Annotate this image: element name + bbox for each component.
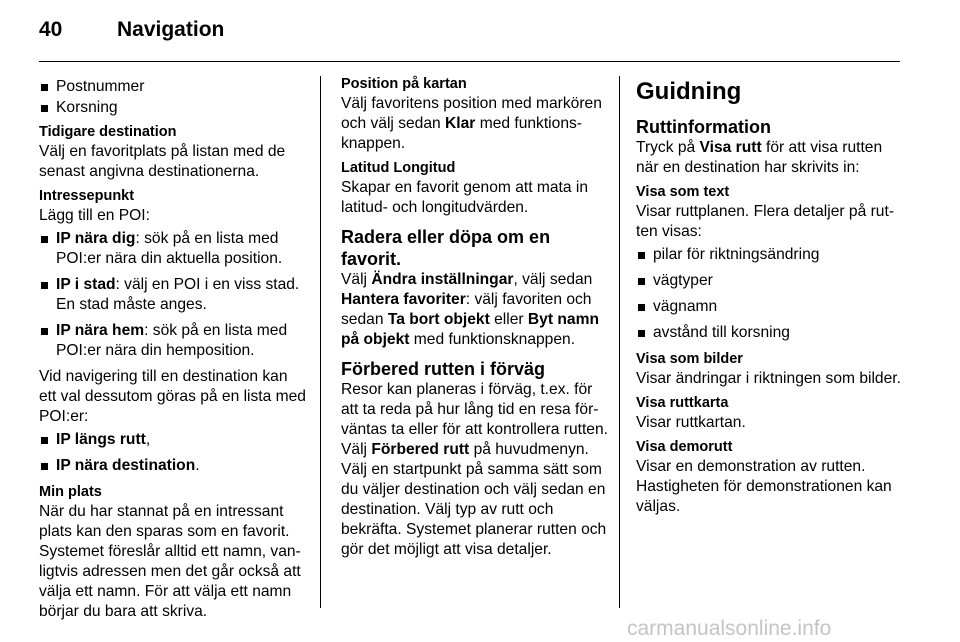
section-text: När du har stannat på en intressant plats kan den sparas som en favorit. Systemet föreslår alltid ett namn, vanligtvis adressen men det går också att välja ett namn. För att välja ett namn börjar du bara att skriva. (39, 503, 301, 620)
heading-delete-rename: Radera eller döpa om en favorit. (341, 227, 551, 269)
search-options-list (39, 77, 307, 118)
section-previous-destination (39, 122, 307, 182)
section-text: Lägg till en POI: (39, 207, 150, 224)
page-header (39, 18, 224, 42)
route-details-list (636, 245, 904, 343)
section-heading: Visa ruttkarta (636, 395, 729, 411)
list-item: vägnamn (636, 297, 904, 317)
option-text: . (195, 457, 200, 474)
option-text: : sök på en lista med POI:er nära din hemposition. (56, 322, 288, 359)
list-item (39, 430, 307, 450)
list-item: Korsning (39, 98, 307, 118)
section-title: Ruttinformation (636, 117, 771, 137)
list-item: Postnummer (39, 77, 307, 97)
section-heading: Position på kartan (341, 76, 467, 92)
list-item (39, 229, 307, 269)
section-text: Tryck på Visa rutt för att visa rutten när en destination har skrivits in: (636, 139, 883, 176)
page-title: Navigation (117, 18, 225, 41)
header-rule (39, 61, 900, 62)
section-text: Vid navigering till en destination kan ett val dessutom göras på en lista med POI:er: (39, 368, 306, 425)
section-heading: Visa som text (636, 184, 730, 200)
section-text: Skapar en favorit genom att mata in latitud- och longitudvärden. (341, 179, 589, 216)
section-text: Välj en favoritplats på listan med de senast angivna destinationerna. (39, 143, 286, 180)
section-heading: Tidigare destination (39, 124, 177, 140)
section-text: Resor kan planeras i förväg, t.ex. för att ta reda på hur lång tid en resa förväntas ta eller för att kontrollera rutten. Välj Förbered rutt på huvudmenyn. Välj en startpunkt på samma sätt som du väljer destination och välj sedan en destination. Välj typ av rutt och bekräfta. Systemet planerar rutten och gör det möjligt att visa detaljer. (341, 381, 608, 558)
list-item: avstånd till korsning (636, 323, 904, 343)
section-text: Visar ändringar i riktningen som bilder. (636, 370, 901, 387)
column-2 (341, 74, 609, 560)
section-heading: Visa demorutt (636, 439, 733, 455)
option-name: IP längs rutt (56, 431, 146, 448)
option-text: : sök på en lista med POI:er nära din aktuella position. (56, 230, 283, 267)
heading-prepare-route: Förbered rutten i förväg (341, 359, 546, 379)
section-text: Visar en demonstration av rutten. Hastigheten för demonstrationen kan väljas. (636, 458, 892, 515)
section-lat-lon (341, 158, 609, 218)
section-map-position (341, 74, 609, 154)
column-divider-1 (320, 76, 321, 608)
section-show-as-text (636, 182, 904, 343)
option-name: IP i stad (56, 276, 116, 293)
section-poi (39, 186, 307, 476)
column-1 (39, 74, 307, 622)
page-number: 40 (39, 18, 63, 41)
section-heading: Visa som bilder (636, 351, 743, 367)
option-name: IP nära hem (56, 322, 145, 339)
option-text: , (145, 431, 151, 448)
list-item (39, 321, 307, 361)
section-show-as-images (636, 349, 904, 389)
section-heading: Min plats (39, 484, 102, 500)
list-item: pilar för riktningsändring (636, 245, 904, 265)
section-text: Visar ruttkartan. (636, 414, 746, 431)
section-heading: Intressepunkt (39, 188, 135, 204)
list-item (39, 456, 307, 476)
section-route-map (636, 393, 904, 433)
section-text: Välj favoritens position med markören och välj sedan Klar med funktionsknappen. (341, 95, 602, 152)
section-text: Välj Ändra inställningar, välj sedan Hantera favoriter: välj favoriten och sedan Ta bort objekt eller Byt namn på objekt med funktionsknappen. (341, 271, 599, 348)
list-item (39, 275, 307, 315)
option-text: : välj en POI i en viss stad. En stad måste anges. (56, 276, 300, 313)
section-my-place (39, 482, 307, 622)
option-name: IP nära destination (56, 457, 196, 474)
section-text: Visar ruttplanen. Flera detaljer på rutten visas: (636, 203, 895, 240)
poi-options-list (39, 229, 307, 361)
section-heading: Latitud Longitud (341, 160, 456, 176)
section-demo-route (636, 437, 904, 517)
watermark: carmanualsonline.info (627, 617, 832, 640)
option-name: IP nära dig (56, 230, 136, 247)
chapter-title: Guidning (636, 78, 742, 105)
column-3 (636, 74, 904, 517)
poi-route-options-list (39, 430, 307, 476)
list-item: vägtyper (636, 271, 904, 291)
column-divider-2 (619, 76, 620, 608)
